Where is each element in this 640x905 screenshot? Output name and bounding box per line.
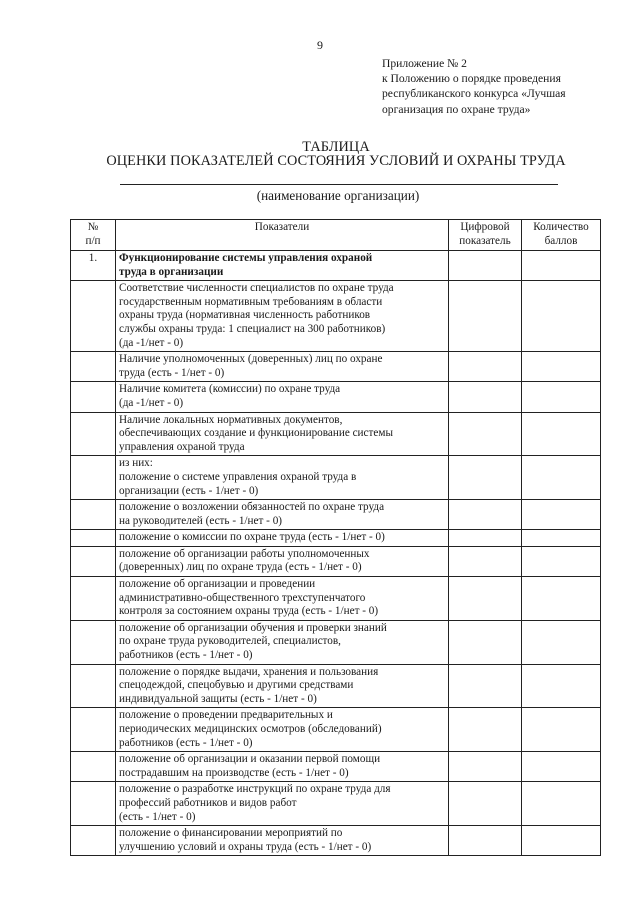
digital-value-cell <box>449 281 522 352</box>
indicator-cell <box>116 500 449 530</box>
indicator-text-line: профессий работников и видов работ <box>119 796 297 809</box>
points-cell <box>522 281 601 352</box>
points-cell <box>522 752 601 782</box>
points-cell <box>522 412 601 456</box>
digital-value-cell <box>449 782 522 826</box>
row-number <box>71 281 116 352</box>
indicator-cell <box>116 752 449 782</box>
indicator-text-line: положение об организации работы уполномоченных <box>119 547 370 560</box>
indicator-text-line: (да -1/нет - 0) <box>119 396 184 409</box>
points-cell <box>522 546 601 576</box>
indicator-text-line: положение об организации и проведении <box>119 578 316 591</box>
indicator-text-line: спецодеждой, спецобувью и другими средствами <box>119 679 354 692</box>
indicator-text-line: положение о порядке выдачи, хранения и пользования <box>119 665 379 678</box>
points-cell <box>522 530 601 547</box>
indicator-text-line: индивидуальной защиты (есть - 1/нет - 0) <box>119 692 317 705</box>
digital-value-cell <box>449 456 522 500</box>
indicator-cell <box>116 782 449 826</box>
table-row <box>71 708 601 752</box>
indicator-text-line: по охране труда руководителей, специалистов, <box>119 635 341 648</box>
appendix-line: организация по охране труда» <box>382 102 531 116</box>
table-row <box>71 412 601 456</box>
row-number <box>71 530 116 547</box>
row-number <box>71 782 116 826</box>
indicator-cell <box>116 546 449 576</box>
indicator-text-line: работников (есть - 1/нет - 0) <box>119 649 253 662</box>
row-number <box>71 620 116 664</box>
indicator-cell <box>116 577 449 621</box>
indicator-text-line: (есть - 1/нет - 0) <box>119 810 196 823</box>
digital-value-cell <box>449 620 522 664</box>
indicator-cell <box>116 826 449 856</box>
header-indicators: Показатели <box>116 220 449 251</box>
indicator-text-line: организации (есть - 1/нет - 0) <box>119 484 259 497</box>
indicator-text-line: положение об организации обучения и проверки знаний <box>119 621 387 634</box>
row-number <box>71 412 116 456</box>
indicator-cell <box>116 456 449 500</box>
header-num: № п/п <box>71 220 116 251</box>
table-row <box>71 577 601 621</box>
indicator-text-line: Наличие комитета (комиссии) по охране труда <box>119 383 341 396</box>
indicator-cell <box>116 412 449 456</box>
document-subtitle: ОЦЕНКИ ПОКАЗАТЕЛЕЙ СОСТОЯНИЯ УСЛОВИЙ И ОХРАНЫ ТРУДА <box>106 153 566 169</box>
indicator-cell <box>116 620 449 664</box>
points-cell <box>522 708 601 752</box>
indicator-text-line: Наличие уполномоченных (доверенных) лиц по охране <box>119 353 383 366</box>
digital-value-cell <box>449 251 522 281</box>
table-row <box>71 752 601 782</box>
appendix-line: республиканского конкурса «Лучшая <box>382 87 566 101</box>
indicator-text-line: работников (есть - 1/нет - 0) <box>119 736 253 749</box>
indicator-cell <box>116 708 449 752</box>
indicator-text-line: положение о возложении обязанностей по охране труда <box>119 501 385 514</box>
row-number <box>71 456 116 500</box>
digital-value-cell <box>449 382 522 412</box>
indicator-text-line: улучшению условий и охраны труда (есть - 1/нет - 0) <box>119 840 372 853</box>
indicator-text-line: положение о разработке инструкций по охране труда для <box>119 783 391 796</box>
digital-value-cell <box>449 352 522 382</box>
digital-value-cell <box>449 577 522 621</box>
row-number <box>71 382 116 412</box>
points-cell <box>522 500 601 530</box>
indicator-cell <box>116 251 449 281</box>
header-points: Количество баллов <box>522 220 601 251</box>
table-row <box>71 826 601 856</box>
organization-caption: (наименование организации) <box>256 188 420 203</box>
organization-name-line <box>120 184 558 185</box>
indicator-cell <box>116 352 449 382</box>
appendix-line: к Положению о порядке проведения <box>382 72 561 86</box>
indicator-cell <box>116 281 449 352</box>
indicator-text-line: положение о системе управления охраной труда в <box>119 470 357 483</box>
indicator-cell <box>116 530 449 547</box>
indicator-text-line: управления охраной труда <box>119 440 245 453</box>
points-cell <box>522 251 601 281</box>
indicator-text-line: периодических медицинских осмотров (обследований) <box>119 723 382 735</box>
indicator-cell <box>116 664 449 708</box>
row-number <box>71 577 116 621</box>
indicator-text-line: государственным нормативным требованиям в области <box>119 295 383 308</box>
table-row <box>71 782 601 826</box>
appendix-note <box>382 56 566 117</box>
digital-value-cell <box>449 664 522 708</box>
points-cell <box>522 352 601 382</box>
digital-value-cell <box>449 500 522 530</box>
table-row <box>71 620 601 664</box>
digital-value-cell <box>449 530 522 547</box>
table-row <box>71 546 601 576</box>
indicator-text-line: из них: <box>119 457 153 470</box>
header-digital-value: Цифровой показатель <box>449 220 522 251</box>
appendix-line: Приложение № 2 <box>382 57 467 70</box>
indicator-text-line: (доверенных) лиц по охране труда (есть - 1/нет - 0) <box>119 561 362 574</box>
table-header-row <box>71 220 601 251</box>
table-row <box>71 352 601 382</box>
row-number <box>71 500 116 530</box>
table-row <box>71 382 601 412</box>
table-row <box>71 281 601 352</box>
indicator-cell <box>116 382 449 412</box>
row-number <box>71 752 116 782</box>
table-row <box>71 530 601 547</box>
row-number <box>71 546 116 576</box>
indicators-table <box>70 219 601 856</box>
points-cell <box>522 826 601 856</box>
table-row <box>71 664 601 708</box>
indicator-text-line: положение о комиссии по охране труда (есть - 1/нет - 0) <box>119 531 385 544</box>
indicator-text-line: Соответствие численности специалистов по охране труда <box>119 282 394 295</box>
indicator-text-line: охраны труда (нормативная численность работников <box>119 309 371 322</box>
document-title: ТАБЛИЦА <box>302 139 370 155</box>
table-row <box>71 500 601 530</box>
indicator-text-line: контроля за состоянием охраны труда (есть - 1/нет - 0) <box>119 605 379 618</box>
digital-value-cell <box>449 412 522 456</box>
indicator-text-line: Наличие локальных нормативных документов, <box>119 413 343 426</box>
indicator-text-line: Функционирование системы управления охраной <box>119 252 373 264</box>
digital-value-cell <box>449 708 522 752</box>
indicator-text-line: пострадавшим на производстве (есть - 1/нет - 0) <box>119 766 349 779</box>
row-number <box>71 826 116 856</box>
indicator-text-line: труда в организации <box>119 265 224 278</box>
indicator-text-line: (да -1/нет - 0) <box>119 336 184 349</box>
indicator-text-line: административно-общественного трехступенчатого <box>119 591 366 604</box>
digital-value-cell <box>449 826 522 856</box>
row-number <box>71 708 116 752</box>
indicator-text-line: положение о проведении предварительных и <box>119 709 333 722</box>
table-row <box>71 251 601 281</box>
digital-value-cell <box>449 546 522 576</box>
indicator-text-line: труда (есть - 1/нет - 0) <box>119 366 225 379</box>
indicator-text-line: службы охраны труда: 1 специалист на 300 работников) <box>119 322 386 335</box>
indicator-text-line: положение о финансировании мероприятий по <box>119 827 343 840</box>
row-number: 1. <box>71 251 116 281</box>
points-cell <box>522 620 601 664</box>
indicator-text-line: положение об организации и оказании первой помощи <box>119 753 381 766</box>
row-number <box>71 352 116 382</box>
page-number: 9 <box>317 38 323 52</box>
points-cell <box>522 664 601 708</box>
indicator-text-line: на руководителей (есть - 1/нет - 0) <box>119 514 283 527</box>
row-number <box>71 664 116 708</box>
indicator-text-line: обеспечивающих создание и функционирование системы <box>119 427 393 440</box>
points-cell <box>522 382 601 412</box>
table-row <box>71 456 601 500</box>
points-cell <box>522 456 601 500</box>
points-cell <box>522 577 601 621</box>
points-cell <box>522 782 601 826</box>
digital-value-cell <box>449 752 522 782</box>
